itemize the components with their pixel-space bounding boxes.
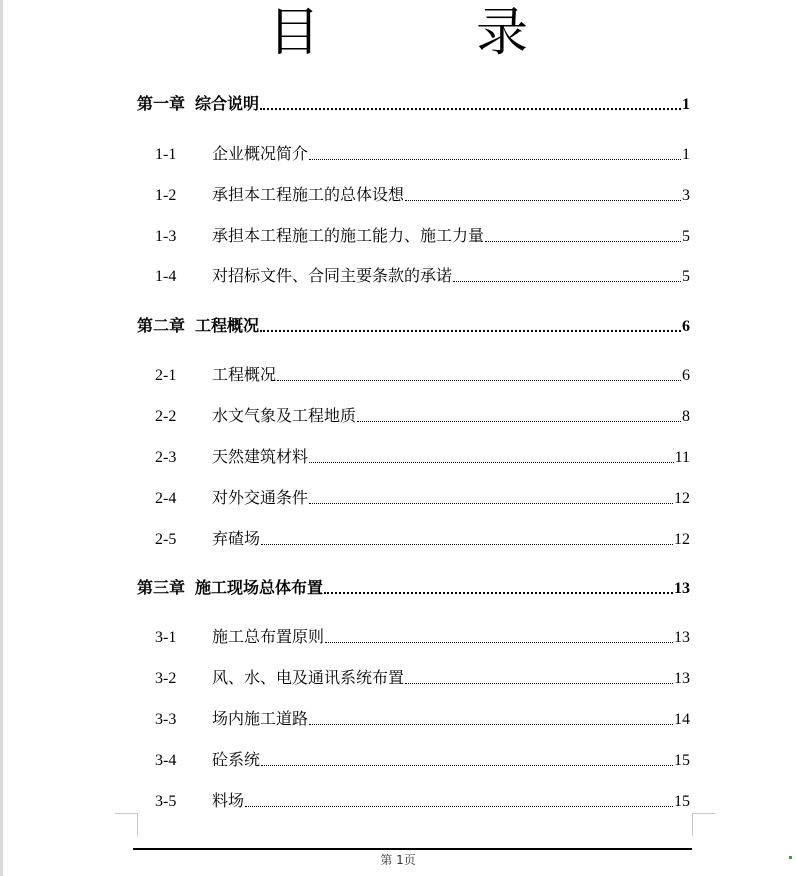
toc-leader-dots: [245, 805, 673, 807]
status-indicator-dot: [789, 856, 792, 859]
toc-page-number: 13: [674, 629, 690, 646]
toc-leader-dots: [261, 543, 673, 545]
toc-page-number: 15: [674, 752, 690, 769]
toc-section-3-1[interactable]: [155, 624, 690, 647]
toc-section-number: 1-3: [155, 228, 177, 245]
toc-chapter-number: 第二章: [137, 316, 186, 335]
page-title: 目 录: [267, 3, 580, 63]
toc-leader-dots: [309, 502, 673, 504]
toc-chapter-label: 施工现场总体布置: [195, 578, 324, 597]
toc-section-number: 3-2: [155, 670, 177, 687]
toc-section-2-1[interactable]: [155, 362, 690, 385]
toc-page-number: 15: [674, 793, 690, 810]
toc-section-label: 天然建筑材料: [212, 447, 309, 466]
toc-section-2-3[interactable]: [155, 444, 690, 467]
toc-section-number: 2-5: [155, 531, 177, 548]
toc-section-1-2[interactable]: [155, 182, 690, 205]
toc-section-3-2[interactable]: [155, 665, 690, 688]
toc-chapter-1[interactable]: [137, 91, 690, 114]
toc-leader-dots: [260, 329, 681, 332]
toc-section-label: 承担本工程施工的施工能力、施工力量: [212, 226, 485, 245]
toc-section-1-3[interactable]: [155, 223, 690, 246]
toc-section-number: 2-2: [155, 408, 177, 425]
toc-leader-dots: [324, 591, 673, 594]
toc-section-number: 2-4: [155, 490, 177, 507]
toc-section-label: 砼系统: [212, 750, 261, 769]
footer-page-number: 第 1页: [380, 853, 416, 867]
toc-section-label: 风、水、电及通讯系统布置: [212, 668, 405, 687]
toc-section-2-5[interactable]: [155, 526, 690, 549]
toc-chapter-3[interactable]: [137, 575, 690, 598]
toc-page-number: 5: [682, 228, 690, 245]
toc-section-1-1[interactable]: [155, 141, 690, 164]
toc-chapter-label: 综合说明: [195, 94, 260, 113]
toc-section-number: 3-4: [155, 752, 177, 769]
margin-corner-marker-right: [692, 813, 715, 836]
toc-chapter-2[interactable]: [137, 313, 690, 336]
toc-page-number: 13: [674, 670, 690, 687]
page-left-edge: [0, 0, 3, 876]
toc-section-number: 3-1: [155, 629, 177, 646]
toc-leader-dots: [260, 107, 681, 110]
toc-page-number: 1: [682, 146, 690, 163]
toc-page-number: 8: [682, 408, 690, 425]
toc-section-label: 料场: [212, 791, 245, 810]
toc-leader-dots: [261, 764, 673, 766]
toc-section-number: 2-1: [155, 367, 177, 384]
toc-chapter-number: 第三章: [137, 578, 186, 597]
toc-section-label: 水文气象及工程地质: [212, 406, 357, 425]
toc-leader-dots: [357, 420, 681, 422]
footer-rule: [133, 848, 692, 850]
toc-section-label: 企业概况简介: [212, 144, 309, 163]
toc-section-3-3[interactable]: [155, 706, 690, 729]
toc-leader-dots: [309, 158, 681, 160]
toc-leader-dots: [277, 379, 681, 381]
toc-section-label: 对招标文件、合同主要条款的承诺: [212, 266, 453, 285]
toc-leader-dots: [485, 240, 681, 242]
toc-page-number: 5: [682, 268, 690, 285]
margin-corner-marker-left: [115, 813, 138, 836]
toc-page-number: 6: [682, 318, 690, 335]
toc-page-number: 12: [674, 490, 690, 507]
toc-leader-dots: [309, 461, 674, 463]
toc-leader-dots: [309, 723, 673, 725]
toc-section-label: 承担本工程施工的总体设想: [212, 185, 405, 204]
toc-section-number: 3-5: [155, 793, 177, 810]
toc-leader-dots: [453, 280, 681, 282]
toc-section-label: 施工总布置原则: [212, 627, 325, 646]
toc-page-number: 14: [674, 711, 690, 728]
toc-section-3-4[interactable]: [155, 747, 690, 770]
toc-section-number: 1-2: [155, 187, 177, 204]
toc-page-number: 12: [674, 531, 690, 548]
toc-section-number: 2-3: [155, 449, 177, 466]
toc-section-label: 场内施工道路: [212, 709, 309, 728]
toc-section-number: 1-1: [155, 146, 177, 163]
toc-section-2-2[interactable]: [155, 403, 690, 426]
toc-section-number: 1-4: [155, 268, 177, 285]
toc-chapter-label: 工程概况: [195, 316, 260, 335]
toc-page-number: 11: [674, 449, 690, 466]
toc-page-number: 6: [682, 367, 690, 384]
toc-section-3-5[interactable]: [155, 788, 690, 811]
toc-page-number: 1: [682, 96, 690, 113]
toc-section-1-4[interactable]: [155, 263, 690, 286]
toc-chapter-number: 第一章: [137, 94, 186, 113]
toc-leader-dots: [405, 682, 673, 684]
toc-leader-dots: [405, 199, 681, 201]
toc-page-number: 13: [674, 580, 690, 597]
toc-section-label: 工程概况: [212, 365, 277, 384]
toc-page-number: 3: [682, 187, 690, 204]
toc-section-label: 对外交通条件: [212, 488, 309, 507]
toc-leader-dots: [325, 641, 673, 643]
toc-section-number: 3-3: [155, 711, 177, 728]
toc-section-2-4[interactable]: [155, 485, 690, 508]
toc-section-label: 弃碴场: [212, 529, 261, 548]
